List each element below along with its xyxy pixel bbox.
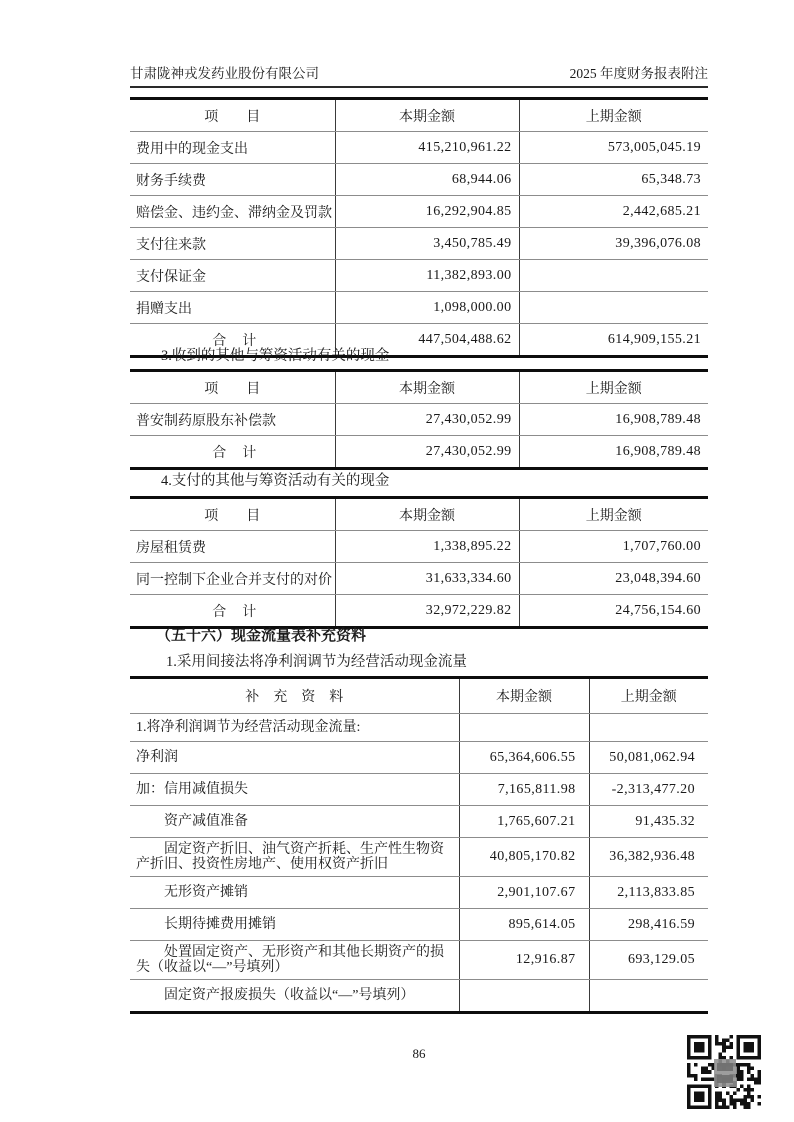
col-header-supplementary: 补 充 资 料: [130, 678, 459, 714]
col-header-current: 本期金额: [335, 498, 519, 531]
section-56-heading: （五十六）现金流量表补充资料: [156, 628, 367, 644]
current-amount-cell: 1,338,895.22: [335, 531, 519, 563]
table-financing-cash-paid: [130, 496, 708, 629]
table-header-row: [130, 678, 708, 714]
table-row: [130, 941, 708, 980]
table-header-row: [130, 371, 708, 404]
table-row: [130, 164, 708, 196]
prior-amount-cell: 298,416.59: [589, 909, 708, 941]
item-cell: 无形资产摊销: [130, 877, 459, 909]
prior-amount-cell: 614,909,155.21: [519, 324, 708, 357]
item-cell: 财务手续费: [130, 164, 335, 196]
current-amount-cell: 12,916.87: [459, 941, 589, 980]
col-header-prior: 上期金额: [589, 678, 708, 714]
item-cell: 长期待摊费用摊销: [130, 909, 459, 941]
item-cell: 1.将净利润调节为经营活动现金流量:: [130, 714, 459, 742]
note-other-financing-paid: 4.支付的其他与筹资活动有关的现金: [161, 473, 390, 489]
qr-code: [687, 1035, 761, 1109]
current-amount-cell: 32,972,229.82: [335, 595, 519, 628]
table-row: [130, 714, 708, 742]
current-amount-cell: 11,382,893.00: [335, 260, 519, 292]
current-amount-cell: 3,450,785.49: [335, 228, 519, 260]
col-header-current: 本期金额: [335, 371, 519, 404]
current-amount-cell: 65,364,606.55: [459, 742, 589, 774]
table-total-row: [130, 595, 708, 628]
prior-amount-cell: 39,396,076.08: [519, 228, 708, 260]
current-amount-cell: 40,805,170.82: [459, 838, 589, 877]
table-row: [130, 563, 708, 595]
current-amount-cell: 447,504,488.62: [335, 324, 519, 357]
prior-amount-cell: [589, 714, 708, 742]
table-other-cash-payments: [130, 97, 708, 358]
item-cell: 捐赠支出: [130, 292, 335, 324]
col-header-prior: 上期金额: [519, 498, 708, 531]
table-row: [130, 132, 708, 164]
prior-amount-cell: 16,908,789.48: [519, 404, 708, 436]
page-number: 86: [412, 1046, 426, 1061]
current-amount-cell: 895,614.05: [459, 909, 589, 941]
current-amount-cell: 68,944.06: [335, 164, 519, 196]
table-row: [130, 228, 708, 260]
table-row: [130, 838, 708, 877]
item-cell: 支付保证金: [130, 260, 335, 292]
item-cell: 固定资产折旧、油气资产折耗、生产性生物资产折旧、投资性房地产、使用权资产折旧: [130, 838, 459, 877]
table-row: [130, 260, 708, 292]
table-header-row: [130, 498, 708, 531]
prior-amount-cell: [519, 292, 708, 324]
table-row: [130, 980, 708, 1013]
prior-amount-cell: 23,048,394.60: [519, 563, 708, 595]
current-amount-cell: [459, 980, 589, 1013]
item-cell: 净利润: [130, 742, 459, 774]
prior-amount-cell: 91,435.32: [589, 806, 708, 838]
current-amount-cell: 1,765,607.21: [459, 806, 589, 838]
table-row: [130, 774, 708, 806]
table-row: [130, 292, 708, 324]
item-cell: 加：信用减值损失: [130, 774, 459, 806]
col-header-item: 项 目: [130, 99, 335, 132]
note-other-financing-received: 3.收到的其他与筹资活动有关的现金: [161, 348, 390, 364]
col-header-current: 本期金额: [459, 678, 589, 714]
col-header-item: 项 目: [130, 371, 335, 404]
item-cell: 房屋租赁费: [130, 531, 335, 563]
prior-amount-cell: 693,129.05: [589, 941, 708, 980]
prior-amount-cell: [589, 980, 708, 1013]
item-cell: 支付往来款: [130, 228, 335, 260]
current-amount-cell: 27,430,052.99: [335, 404, 519, 436]
item-cell: 资产减值准备: [130, 806, 459, 838]
col-header-prior: 上期金额: [519, 99, 708, 132]
table-financing-cash-received: [130, 369, 708, 470]
item-cell: 同一控制下企业合并支付的对价: [130, 563, 335, 595]
total-label-cell: 合 计: [212, 445, 258, 461]
prior-amount-cell: 2,442,685.21: [519, 196, 708, 228]
company-name: 甘肃陇神戎发药业股份有限公司: [130, 66, 319, 81]
prior-amount-cell: 2,113,833.85: [589, 877, 708, 909]
prior-amount-cell: 1,707,760.00: [519, 531, 708, 563]
table-row: [130, 909, 708, 941]
current-amount-cell: 27,430,052.99: [335, 436, 519, 469]
current-amount-cell: 31,633,334.60: [335, 563, 519, 595]
current-amount-cell: 2,901,107.67: [459, 877, 589, 909]
current-amount-cell: 7,165,811.98: [459, 774, 589, 806]
col-header-current: 本期金额: [335, 99, 519, 132]
prior-amount-cell: [519, 260, 708, 292]
col-header-item: 项 目: [130, 498, 335, 531]
current-amount-cell: 16,292,904.85: [335, 196, 519, 228]
prior-amount-cell: 36,382,936.48: [589, 838, 708, 877]
total-label-cell: 合 计: [212, 604, 258, 620]
table-row: [130, 742, 708, 774]
table-row: [130, 877, 708, 909]
current-amount-cell: 1,098,000.00: [335, 292, 519, 324]
current-amount-cell: 415,210,961.22: [335, 132, 519, 164]
table-header-row: [130, 99, 708, 132]
table-row: [130, 196, 708, 228]
table-row: [130, 404, 708, 436]
table-total-row: [130, 436, 708, 469]
item-cell: 处置固定资产、无形资产和其他长期资产的损失（收益以“—”号填列）: [130, 941, 459, 980]
section-56-subheading: 1.采用间接法将净利润调节为经营活动现金流量: [166, 654, 467, 670]
prior-amount-cell: 50,081,062.94: [589, 742, 708, 774]
total-label-cell: 合 计: [212, 333, 258, 349]
prior-amount-cell: 65,348.73: [519, 164, 708, 196]
prior-amount-cell: 24,756,154.60: [519, 595, 708, 628]
table-row: [130, 531, 708, 563]
report-title: 2025 年度财务报表附注: [569, 66, 708, 81]
item-cell: 普安制药原股东补偿款: [130, 404, 335, 436]
prior-amount-cell: 16,908,789.48: [519, 436, 708, 469]
document-header: [130, 58, 708, 88]
table-row: [130, 806, 708, 838]
table-supplementary-info: [130, 676, 708, 1014]
item-cell: 费用中的现金支出: [130, 132, 335, 164]
item-cell: 赔偿金、违约金、滞纳金及罚款: [130, 196, 335, 228]
col-header-prior: 上期金额: [519, 371, 708, 404]
current-amount-cell: [459, 714, 589, 742]
prior-amount-cell: 573,005,045.19: [519, 132, 708, 164]
prior-amount-cell: -2,313,477.20: [589, 774, 708, 806]
item-cell: 固定资产报废损失（收益以“—”号填列）: [164, 988, 415, 1003]
